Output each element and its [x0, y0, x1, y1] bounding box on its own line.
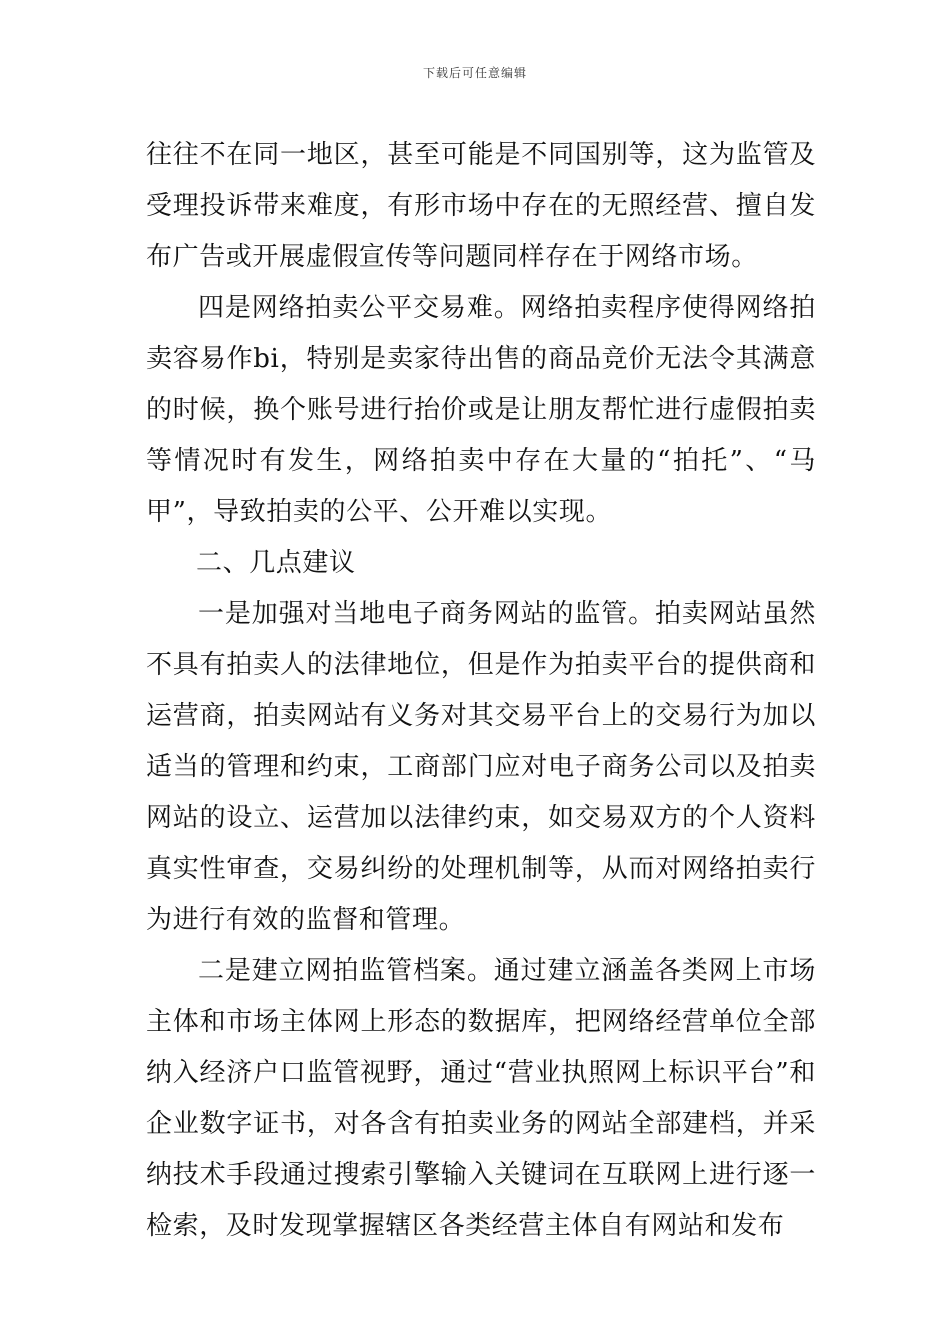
- paragraph-continuation: 往往不在同一地区，甚至可能是不同国别等，这为监管及受理投诉带来难度，有形市场中存在的无照经营、擅自发布广告或开展虚假宣传等问题同样存在于网络市场。: [146, 140, 816, 272]
- section-heading-suggestions: 二、几点建议: [196, 548, 356, 578]
- document-body: [146, 130, 816, 1252]
- paragraph-auction-fairness: 四是网络拍卖公平交易难。网络拍卖程序使得网络拍卖容易作bi，特别是卖家待出售的商品竞价无法令其满意的时候，换个账号进行抬价或是让朋友帮忙进行虚假拍卖等情况时有发生，网络拍卖中存在大量的“拍托”、“马甲”，导致拍卖的公平、公开难以实现。: [146, 293, 816, 527]
- paragraph-website-supervision: 一是加强对当地电子商务网站的监管。拍卖网站虽然不具有拍卖人的法律地位，但是作为拍卖平台的提供商和运营商，拍卖网站有义务对其交易平台上的交易行为加以适当的管理和约束，工商部门应对电子商务公司以及拍卖网站的设立、运营加以法律约束，如交易双方的个人资料真实性审查，交易纠纷的处理机制等，从而对网络拍卖行为进行有效的监督和管理。: [146, 599, 816, 935]
- page-header: 下载后可任意编辑: [422, 66, 527, 80]
- paragraph-supervision-archive: 二是建立网拍监管档案。通过建立涵盖各类网上市场主体和市场主体网上形态的数据库，把网络经营单位全部纳入经济户口监管视野，通过“营业执照网上标识平台”和企业数字证书，对各含有拍卖业务的网站全部建档，并采纳技术手段通过搜索引擎输入关键词在互联网上进行逐一检索，及时发现掌握辖区各类经营主体自有网站和发布: [146, 956, 816, 1241]
